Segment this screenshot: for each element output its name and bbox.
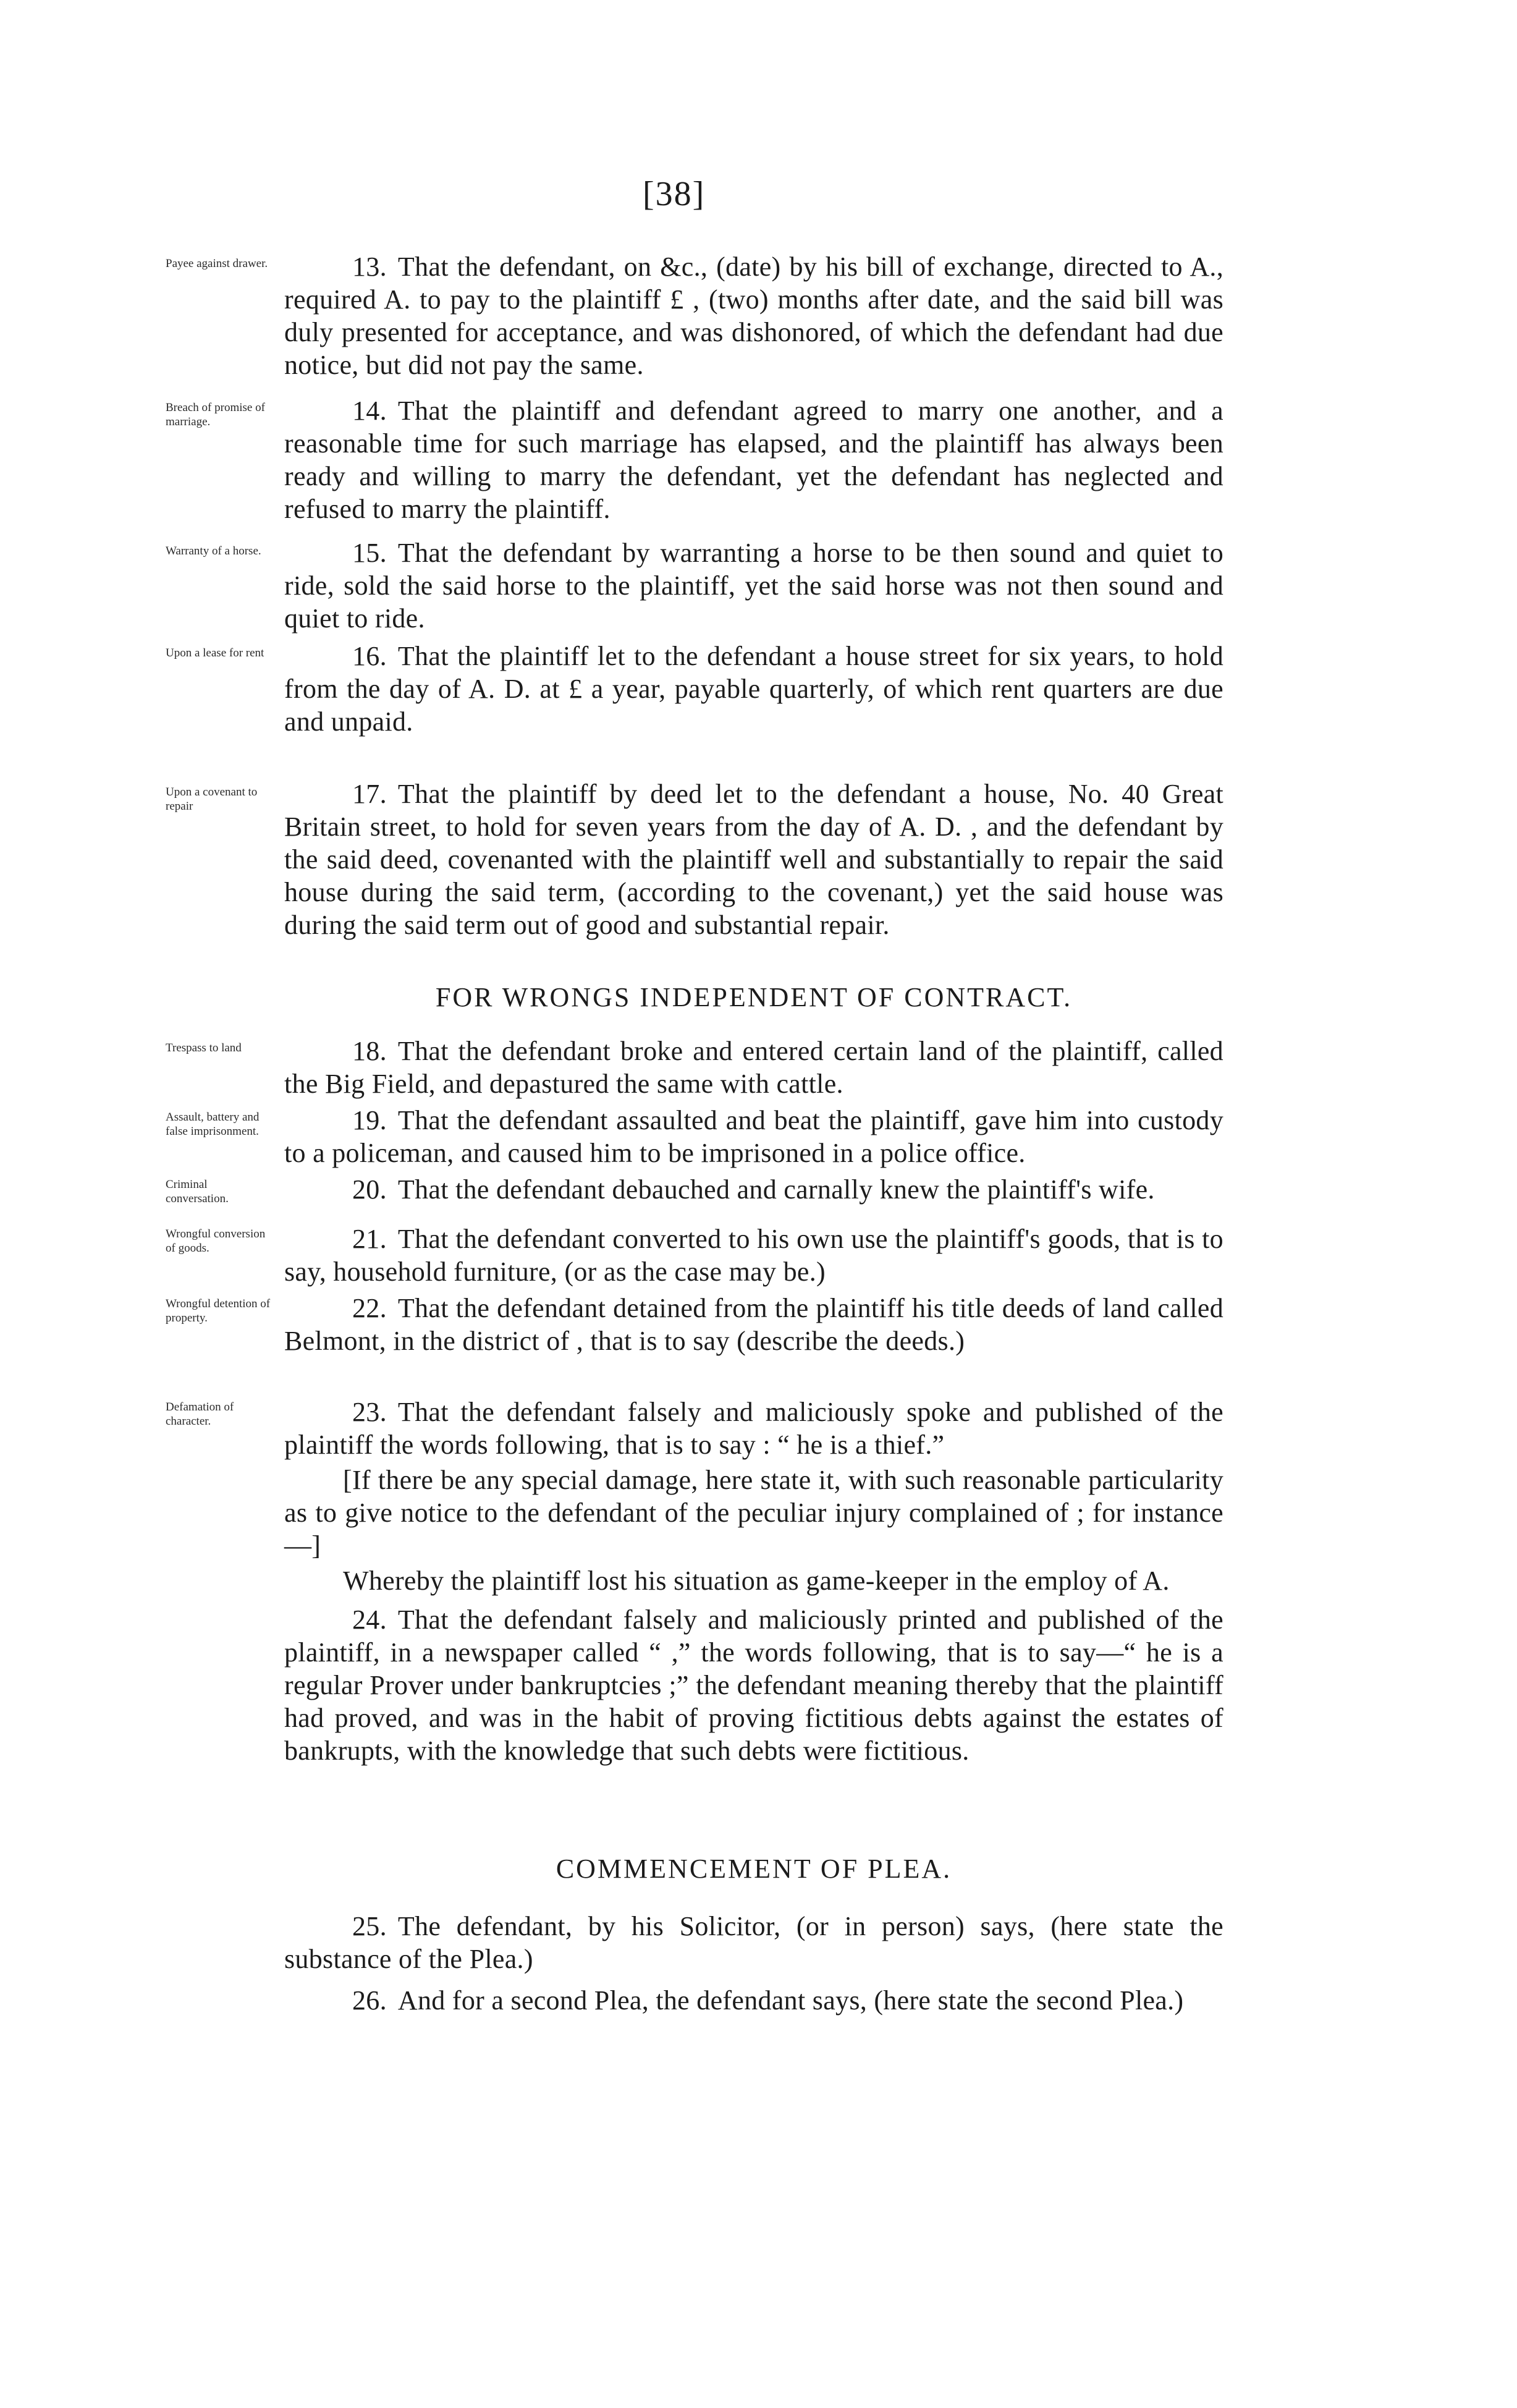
paragraph-number: 25.: [352, 1911, 387, 1941]
margin-note-18: Trespass to land: [166, 1041, 242, 1054]
paragraph-text: That the defendant detained from the plaintiff his title deeds of land called Belmont, in the district of , that is to say (describe the deeds.): [284, 1293, 1223, 1356]
margin-note-23: Defamation of character.: [166, 1401, 234, 1428]
paragraph-text: That the defendant falsely and maliciously spoke and published of the plaintiff the words following, that is to say : “ he is a thief.”: [284, 1397, 1223, 1460]
special-damage-note: [If there be any special damage, here state it, with such reasonable particularity as to give notice to the defendant of the peculiar injury complained of ; for instance—]: [284, 1465, 1223, 1561]
paragraph-text: That the defendant assaulted and beat the plaintiff, gave him into custody to a policeman, and caused him to be imprisoned in a police office.: [284, 1105, 1223, 1168]
paragraph-text: The defendant, by his Solicitor, (or in person) says, (here state the substance of the Plea.): [284, 1911, 1223, 1974]
paragraph-number: 15.: [352, 538, 387, 568]
paragraph-13: [284, 250, 1223, 381]
paragraph-14: [284, 394, 1223, 525]
paragraph-text: That the defendant falsely and maliciously printed and published of the plaintiff, in a newspaper called “ ,” the words following, that is to say—“ he is a regular Prover under bankruptcies ;” the defendant meaning thereby that the plaintiff had proved, and was in the habit of proving fictitious debts against the estates of bankrupts, with the knowledge that such debts were fictitious.: [284, 1605, 1223, 1766]
paragraph-text: That the defendant broke and entered certain land of the plaintiff, called the Big Field, and depastured the same with cattle.: [284, 1036, 1223, 1099]
margin-note-16: Upon a lease for rent: [166, 647, 264, 659]
paragraph-15: [284, 536, 1223, 635]
paragraph-number: 26.: [352, 1985, 387, 2016]
margin-note-20: Criminal conversation.: [166, 1178, 229, 1205]
paragraph-text: That the defendant debauched and carnally knew the plaintiff's wife.: [397, 1174, 1155, 1205]
paragraph-number: 14.: [352, 396, 387, 426]
paragraph-17: [284, 778, 1223, 941]
page-number: [38]: [643, 175, 706, 213]
paragraph-number: 22.: [352, 1293, 387, 1323]
special-damage-example: Whereby the plaintiff lost his situation as game-keeper in the employ of A.: [343, 1566, 1170, 1596]
paragraph-16: [284, 640, 1223, 738]
margin-note-21: Wrongful conversion of goods.: [166, 1227, 266, 1255]
paragraph-number: 21.: [352, 1224, 387, 1254]
paragraph-25: [284, 1910, 1223, 1975]
paragraph-24: [284, 1603, 1223, 1767]
paragraph-number: 17.: [352, 779, 387, 809]
paragraph-number: 23.: [352, 1397, 387, 1427]
paragraph-text: That the defendant by warranting a horse to be then sound and quiet to ride, sold the said horse to the plaintiff, yet the said horse was not then sound and quiet to ride.: [284, 538, 1223, 634]
margin-note-15: Warranty of a horse.: [166, 545, 261, 557]
paragraph-number: 16.: [352, 641, 387, 671]
paragraph-text: And for a second Plea, the defendant says, (here state the second Plea.): [397, 1985, 1184, 2016]
margin-note-22: Wrongful detention of property.: [166, 1297, 271, 1325]
paragraph-text: That the plaintiff and defendant agreed to marry one another, and a reasonable time for such marriage has elapsed, and the plaintiff has always been ready and willing to marry the defendant, yet the defendant has neglected and refused to marry the plaintiff.: [284, 396, 1223, 524]
margin-note-14: Breach of promise of marriage.: [166, 401, 265, 428]
paragraph-18: [284, 1035, 1223, 1100]
paragraph-text: That the plaintiff let to the defendant a house street for six years, to hold from the day of A. D. at £ a year, payable quarterly, of which rent quarters are due and unpaid.: [284, 641, 1223, 737]
paragraph-23: [284, 1396, 1223, 1597]
paragraph-21: [284, 1223, 1223, 1288]
paragraph-number: 18.: [352, 1036, 387, 1066]
paragraph-number: 24.: [352, 1605, 387, 1635]
margin-note-19: Assault, battery and false imprisonment.: [166, 1111, 260, 1138]
paragraph-19: [284, 1104, 1223, 1169]
paragraph-number: 13.: [352, 252, 387, 282]
heading-plea: COMMENCEMENT OF PLEA.: [556, 1854, 952, 1884]
paragraph-number: 19.: [352, 1105, 387, 1135]
paragraph-22: [284, 1292, 1223, 1357]
paragraph-text: That the defendant converted to his own use the plaintiff's goods, that is to say, household furniture, (or as the case may be.): [284, 1224, 1223, 1287]
paragraph-26: [284, 1984, 1223, 2017]
paragraph-text: That the defendant, on &c., (date) by his bill of exchange, directed to A., required A. to pay to the plaintiff £ , (two) months after date, and the said bill was duly presented for acceptance, and was dishonored, of which the defendant had due notice, but did not pay the same.: [284, 252, 1223, 380]
paragraph-20: [284, 1173, 1223, 1206]
heading-wrongs: FOR WRONGS INDEPENDENT OF CONTRACT.: [435, 982, 1073, 1012]
paragraph-text: That the plaintiff by deed let to the defendant a house, No. 40 Great Britain street, to hold for seven years from the day of A. D. , and the defendant by the said deed, covenanted with the plaintiff well and substantially to repair the said house during the said term, (according to the covenant,) yet the said house was during the said term out of good and substantial repair.: [284, 779, 1223, 940]
paragraph-number: 20.: [352, 1174, 387, 1205]
margin-note-17: Upon a covenant to repair: [166, 786, 258, 813]
margin-note-13: Payee against drawer.: [166, 257, 268, 270]
